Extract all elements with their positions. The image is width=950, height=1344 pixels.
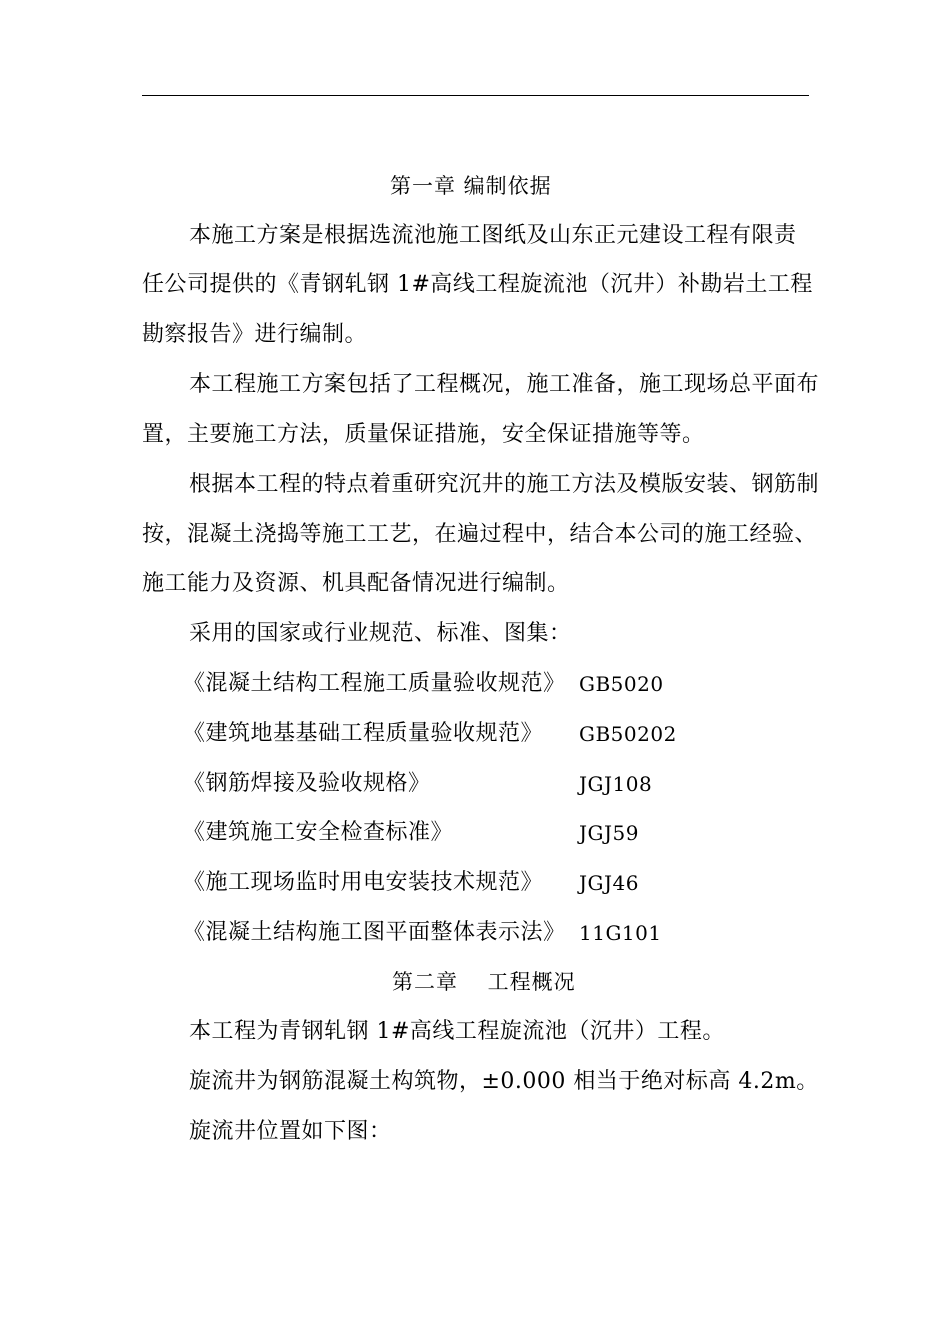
chapter2-line1: 本工程为青钢轧钢 1#高线工程旋流池（沉井）工程。: [189, 1019, 725, 1044]
standard-code: JGJ108: [579, 772, 653, 796]
standard-name: 《建筑施工安全检查标准》: [183, 820, 454, 845]
chapter2-line2: 旋流井为钢筋混凝土构筑物，±0.000 相当于绝对标高 4.2m。: [189, 1069, 819, 1094]
para3-line2: 按，混凝土浇捣等施工工艺，在遍过程中，结合本公司的施工经验、: [142, 522, 818, 547]
standard-name: 《施工现场监时用电安装技术规范》: [183, 870, 544, 895]
standard-code: JGJ59: [579, 821, 639, 845]
standard-code: JGJ46: [579, 871, 639, 895]
standard-code: GB5020: [579, 672, 664, 696]
standard-name: 《混凝土结构施工图平面整体表示法》: [183, 920, 566, 945]
standard-name: 《钢筋焊接及验收规格》: [183, 771, 431, 796]
standard-code: 11G101: [579, 921, 662, 945]
chapter2-line3: 旋流井位置如下图：: [189, 1119, 392, 1144]
para1-line3: 勘察报告》进行编制。: [142, 322, 368, 347]
para1-line2: 任公司提供的《青钢轧钢 1#高线工程旋流池（沉井）补勘岩土工程: [142, 272, 813, 297]
chapter1-title: 第一章 编制依据: [390, 174, 552, 198]
standard-name: 《混凝土结构工程施工质量验收规范》: [183, 671, 566, 696]
para2-line2: 置，主要施工方法，质量保证措施，安全保证措施等等。: [142, 422, 705, 447]
para1-line1: 本施工方案是根据选流池施工图纸及山东正元建设工程有限责: [189, 223, 797, 248]
standard-code: GB50202: [579, 722, 677, 746]
standards-intro: 采用的国家或行业规范、标准、图集：: [189, 621, 572, 646]
para3-line3: 施工能力及资源、机具配备情况进行编制。: [142, 571, 570, 596]
standard-name: 《建筑地基基础工程质量验收规范》: [183, 721, 544, 746]
chapter2-title: 第二章 工程概况: [392, 970, 576, 994]
header-rule: [142, 95, 809, 96]
para3-line1: 根据本工程的特点着重研究沉井的施工方法及模版安装、钢筋制: [189, 472, 820, 497]
para2-line1: 本工程施工方案包括了工程概况，施工准备，施工现场总平面布: [189, 372, 820, 397]
